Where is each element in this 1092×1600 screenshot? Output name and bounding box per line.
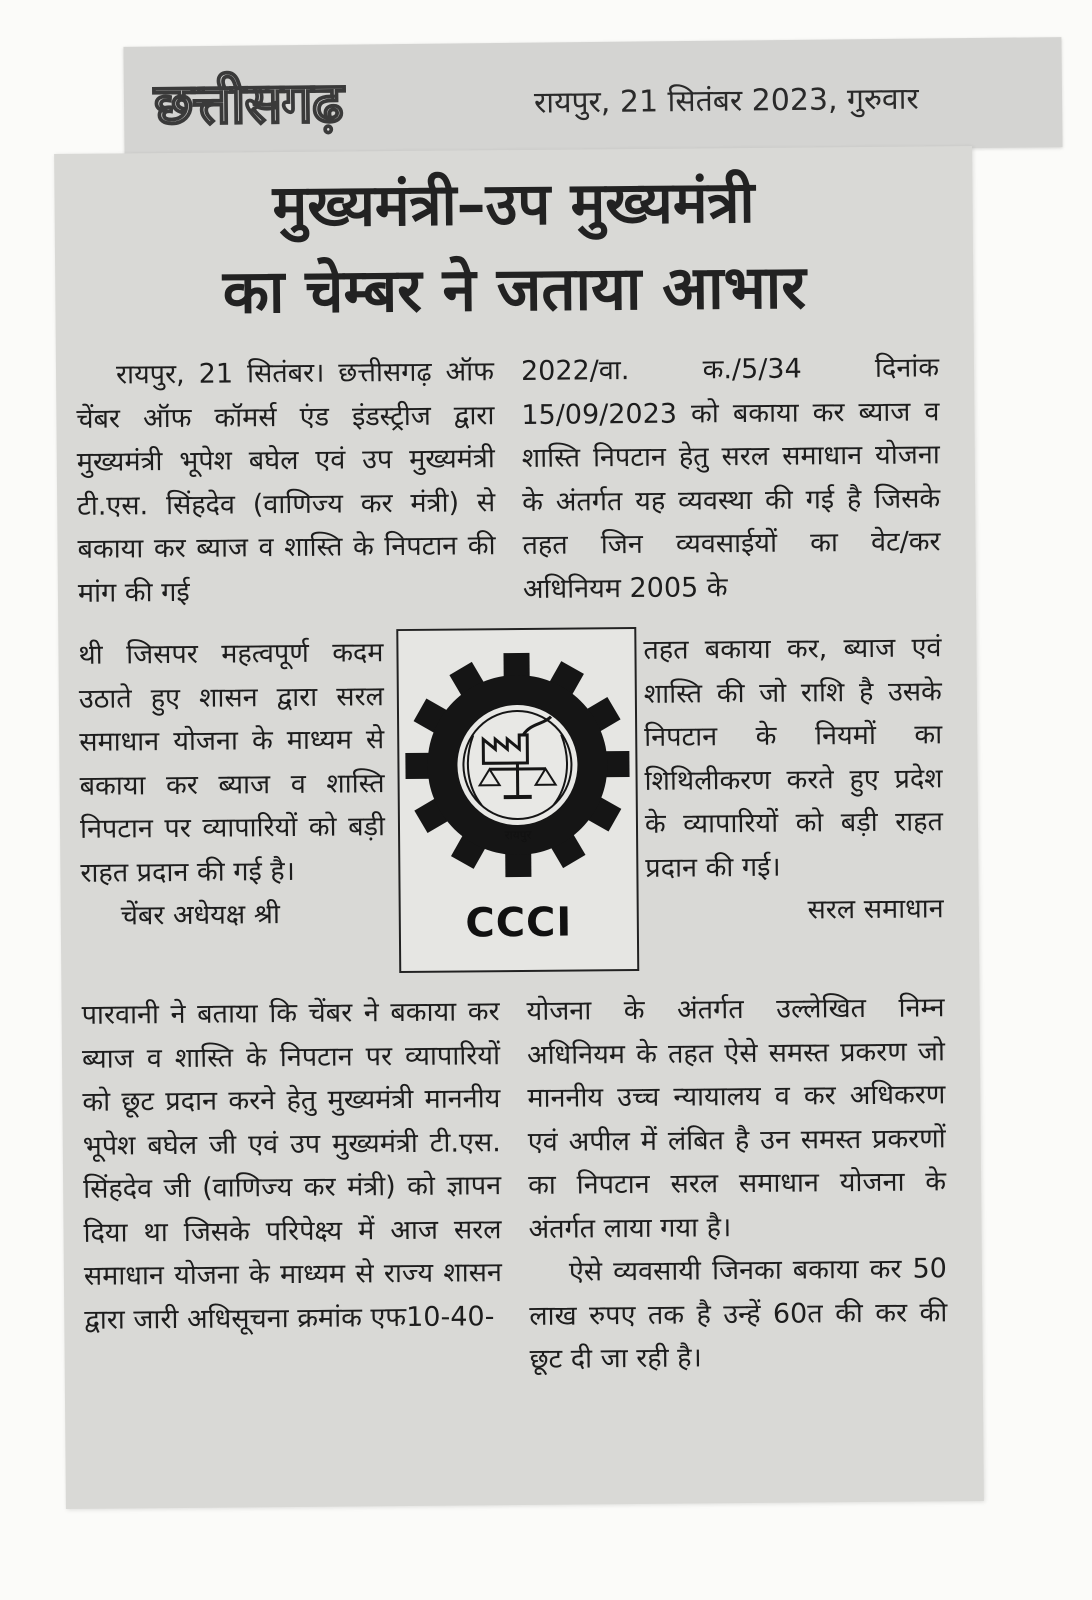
logo-city-label: रायपुर	[504, 827, 532, 843]
newspaper-name: छत्तीसगढ़	[153, 69, 343, 138]
article-clipping	[54, 146, 984, 1509]
logo-acronym: CCCI	[465, 899, 573, 947]
column-2-bottom	[526, 986, 947, 1381]
column-1-bottom	[81, 990, 502, 1342]
paragraph-text: तहत बकाया कर, ब्याज एवं शास्ति की जो राशि है उसके निपटान के नियमों का शिथिलीकरण करते हुए प्रदेश के व्यापारियों को बड़ी राहत प्रदान की गई।	[643, 632, 944, 884]
dateline: रायपुर, 21 सितंबर 2023, गुरुवार	[533, 81, 919, 121]
column-1-middle	[78, 631, 386, 938]
ccci-logo-box	[396, 627, 639, 973]
headline-line-2: का चेम्बर ने जताया आभार	[222, 252, 807, 328]
paragraph-text: चेंबर अधेयक्ष श्री	[120, 899, 281, 932]
paragraph-text: पारवानी ने बताया कि चेंबर ने बकाया कर ब्याज व शास्ति के निपटान पर व्यापारियों को छूट प्रदान करने हेतु मुख्यमंत्री माननीय भूपेश बघेल जी एवं उप मुख्यमंत्री टी.एस. सिंहदेव जी (वाणिज्य कर मंत्री) को ज्ञापन दिया था जिसके परिपेक्ष्य में आज सरल समाधान योजना के माध्यम से राज्य शासन द्वारा जारी अधिसूचना क्रमांक एफ10-40-	[81, 996, 503, 1336]
column-1-top	[76, 350, 496, 615]
paragraph-text: थी जिसपर महत्वपूर्ण कदम उठाते हुए शासन द्वारा सरल समाधान योजना के माध्यम से बकाया कर ब्याज व शास्ति निपटान पर व्यापारियों को बड़ी राहत प्रदान की गई है।	[78, 637, 386, 889]
column-2-top	[521, 346, 941, 611]
newspaper-masthead	[123, 37, 1062, 157]
paragraph-text: योजना के अंतर्गत उल्लेखित निम्न अधिनियम के तहत ऐसे समस्त प्रकरण जो माननीय उच्च न्यायालय व कर अधिकरण एवं अपील में लंबित है उन समस्त प्रकरणों का निपटान सरल समाधान योजना के अंतर्गत लाया गया है।	[526, 992, 947, 1245]
paragraph-text: सरल समाधान	[807, 893, 944, 926]
paragraph-text: 2022/वा. क./5/34 दिनांक 15/09/2023 को बकाया कर ब्याज व शास्ति निपटान हेतु सरल समाधान योजना के अंतर्गत यह व्यवस्था की गई है जिसके तहत जिन व्यवसाईयों का वेट/कर अधिनियम 2005 के	[520, 352, 941, 605]
paragraph-text: ऐसे व्यवसायी जिनका बकाया कर 50 लाख रुपए तक है उन्हें 60त की कर की छूट दी जा रही है।	[529, 1253, 948, 1375]
paragraph-text: रायपुर, 21 सितंबर। छत्तीसगढ़ ऑफ चेंबर ऑफ कॉमर्स एंड इंडस्ट्रीज द्वारा मुख्यमंत्री भूपेश बघेल एवं उप मुख्यमंत्री टी.एस. सिंहदेव (वाणिज्य कर मंत्री) से बकाया कर ब्याज व शास्ति के निपटान की मांग की गई	[76, 356, 496, 609]
column-2-middle	[643, 626, 944, 933]
headline-line-1: मुख्यमंत्री–उप मुख्यमंत्री	[272, 167, 755, 241]
